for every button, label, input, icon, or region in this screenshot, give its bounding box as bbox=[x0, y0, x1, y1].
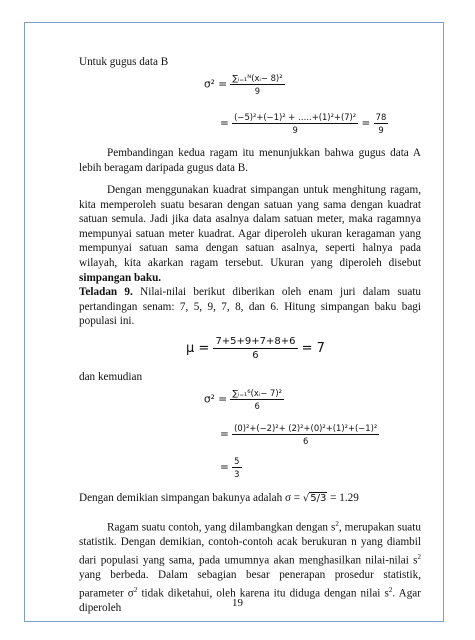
numerator: 78 bbox=[375, 112, 387, 122]
numerator: ∑ᵢ₌₁⁶(xᵢ− 7)² bbox=[232, 388, 282, 398]
result-text: Dengan demikian simpangan bakunya adalah σ = bbox=[79, 492, 301, 504]
denominator: 9 bbox=[292, 125, 298, 135]
result-value: = 1.29 bbox=[330, 492, 359, 504]
equals-sign: = bbox=[361, 117, 371, 130]
equals-sign: = bbox=[220, 117, 229, 130]
paragraph-text: Dengan menggunakan kuadrat simpangan untuk menghitung ragam, kita memperoleh suatu besaran dengan satuan yang sama dengan kuadrat satuan semula. Jadi jika data asalnya dalam satuan meter, maka ragamnya mempunyai satuan meter kuadrat. Agar diperoleh ukuran keragaman yang mempunyai satuan sama dengan satuan asalnya, seperti halnya pada wilayah, kita akarkan ragam tersebut. Ukuran yang diperoleh disebut bbox=[79, 184, 421, 269]
result-std-dev bbox=[79, 491, 421, 507]
equals-sign: = bbox=[220, 461, 229, 474]
denominator: 6 bbox=[254, 401, 260, 411]
mean-result: = 7 bbox=[301, 341, 325, 356]
variance-formula-b-expansion bbox=[220, 112, 388, 135]
fraction bbox=[232, 112, 358, 135]
radical-sign: √ bbox=[302, 493, 310, 504]
paragraph-std-dev-intro bbox=[79, 183, 421, 285]
superscript: 2 bbox=[388, 585, 393, 594]
page-number: 19 bbox=[232, 597, 243, 609]
formula-lhs: σ² = bbox=[204, 393, 227, 406]
fraction bbox=[232, 423, 379, 446]
denominator: 3 bbox=[234, 469, 240, 479]
numerator: 7+5+9+7+8+6 bbox=[215, 336, 296, 347]
text-dan-kemudian: dan kemudian bbox=[79, 371, 143, 383]
fraction bbox=[232, 456, 241, 479]
sqrt-expression bbox=[303, 492, 327, 504]
paragraph-text: yang berbeda. Dalam sebagian besar penerapan prosedur statistik, parameter σ bbox=[79, 569, 421, 600]
mean-lhs: μ = bbox=[186, 341, 210, 356]
paragraph-comparison: Pembandingan kedua ragam itu menunjukkan bahwa gugus data A lebih beragam daripada gugus data B. bbox=[79, 147, 421, 174]
numerator: (0)²+(−2)²+ (2)²+(0)²+(1)²+(−1)² bbox=[234, 423, 378, 433]
paragraph-text: tidak diketahui, oleh karena itu diduga dengan nilai s bbox=[137, 587, 389, 600]
fraction bbox=[230, 73, 284, 96]
example-text: Nilai-nilai berikut diberikan oleh enam juri dalam suatu pertandingan senam: 7, 5, 9, 7, 8, dan 6. Hitung simpangan baku bagi populasi ini. bbox=[79, 286, 422, 328]
paragraph-text: . Agar diperoleh bbox=[79, 587, 421, 615]
formula-lhs: σ² = bbox=[204, 78, 227, 91]
paragraph-text: Ragam suatu contoh, yang dilambangkan dengan s bbox=[107, 521, 336, 534]
denominator: 9 bbox=[254, 86, 261, 96]
fraction bbox=[374, 112, 389, 135]
paragraph-text: , merupakan suatu statistik. Dengan demikian, contoh-contoh acak berukuran n yang diambil dari populasi yang sama, pada umumnya akan menghasilkan nilai-nilai s bbox=[79, 521, 421, 567]
denominator: 9 bbox=[378, 125, 384, 135]
example-9 bbox=[79, 285, 421, 329]
superscript: 2 bbox=[335, 520, 339, 528]
variance-formula-b bbox=[204, 73, 285, 96]
numerator: (−5)²+(−1)² + …..+(1)²+(7)² bbox=[234, 112, 357, 122]
denominator: 6 bbox=[303, 436, 309, 446]
superscript: 2 bbox=[133, 585, 138, 594]
heading-gugus-b: Untuk gugus data B bbox=[79, 56, 169, 68]
fraction bbox=[230, 388, 284, 411]
radicand: 5/3 bbox=[310, 493, 327, 504]
variance-formula-example-result bbox=[220, 456, 242, 479]
fraction bbox=[213, 336, 297, 361]
equals-sign: = bbox=[220, 428, 229, 441]
variance-formula-example-expansion bbox=[220, 423, 379, 446]
example-label: Teladan 9. bbox=[79, 286, 133, 298]
variance-formula-example bbox=[204, 388, 284, 411]
mean-formula bbox=[186, 336, 325, 361]
numerator: 5 bbox=[234, 456, 240, 466]
term-simpangan-baku: simpangan baku. bbox=[79, 271, 162, 284]
numerator: ∑ᵢ₌₁ᴺ(xᵢ− 8)² bbox=[232, 73, 283, 83]
superscript: 2 bbox=[417, 552, 421, 561]
denominator: 6 bbox=[252, 350, 259, 361]
